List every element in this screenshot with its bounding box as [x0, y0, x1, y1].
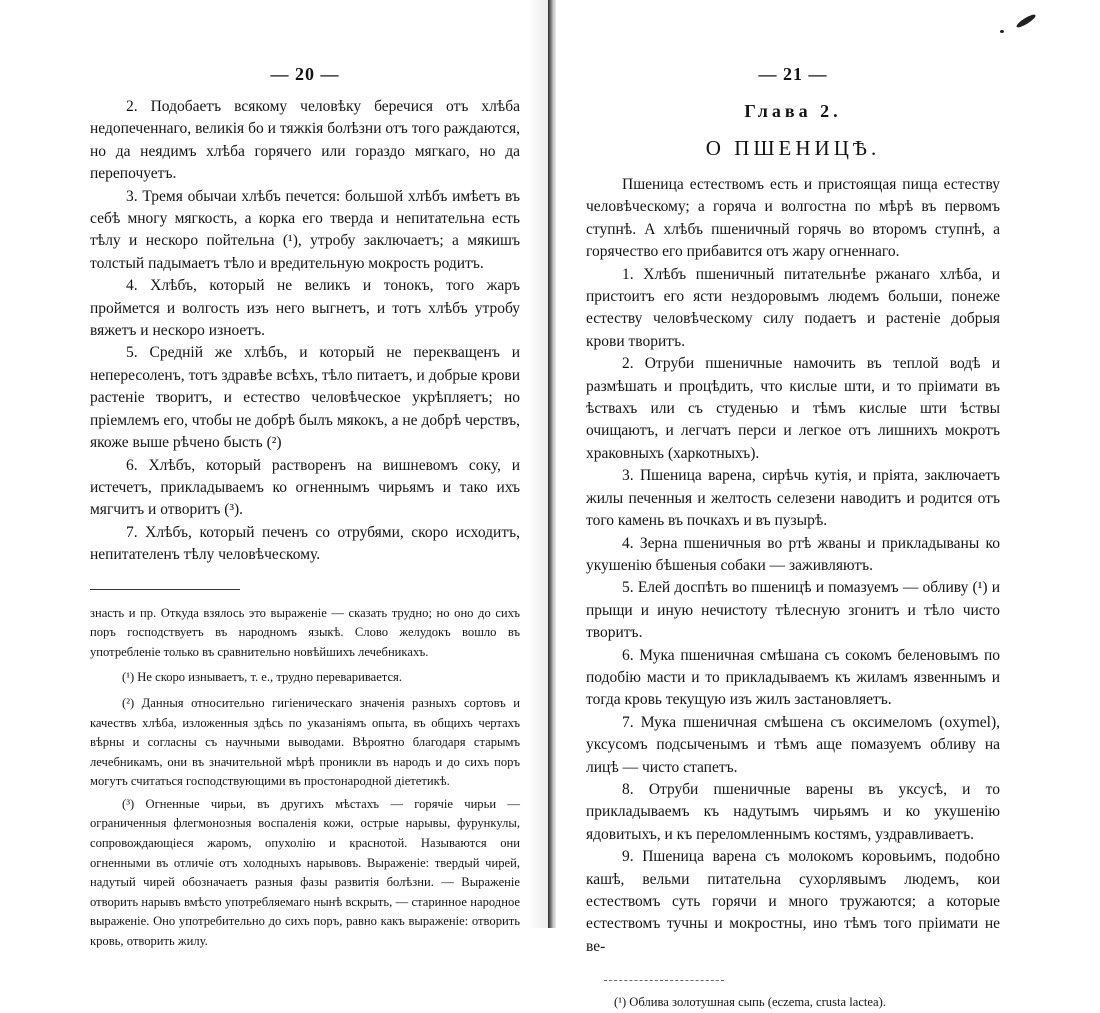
book-gutter — [548, 0, 556, 928]
right-body — [586, 174, 1000, 958]
page-number-left: — 20 — — [270, 64, 340, 84]
paragraph-left-4: 4. Хлѣбъ, который не великъ и тонокъ, того жаръ проймется и волгость изъ него выгнетъ, и тотъ хлѣбъ утробу вяжетъ и нескоро изноетъ. — [90, 277, 520, 340]
footnote-left-2: (²) Данныя относительно гигіеническаго значенія разныхъ сортовъ и качествъ хлѣба, изложенныя здѣсь по указаніямъ опыта, въ общихъ чертахъ вѣрны и согласны съ научными выводами. Вѣроятно благодаря старымъ лечебникамъ, они въ значительной мѣрѣ проникли въ народъ и до сихъ поръ могутъ считаться господствующими въ простонародной діететикѣ. — [90, 695, 520, 789]
left-page — [0, 0, 548, 949]
paragraph-left-5: 5. Средній же хлѣбъ, и который не перекващенъ и непересоленъ, тотъ здравѣе всѣхъ, тѣло питаетъ, и добрые крови растеніе творитъ, и естество человѣческое укрѣпляетъ; но пріемлемъ его, чтобы не добрѣ былъ мякокъ, а не добрѣ черствъ, якоже выше рѣчено бысть (²) — [90, 344, 520, 452]
paragraph-right-9: 9. Пшеница варена съ молокомъ коровьимъ, подобно кашѣ, вельми питательна сухорлявымъ людемъ, кои естествомъ суть горячи и много тружаются; а которые естествомъ тучны и мокростны, ино тѣмъ того пріимати не ве- — [586, 848, 1000, 955]
chapter-title: О ПШЕНИЦѢ. — [705, 136, 881, 160]
page-number-right: — 21 — — [758, 64, 828, 84]
ink-speck-mark — [1000, 30, 1004, 33]
footnote-left-3: (³) Огненные чирьи, въ другихъ мѣстахъ — горячіе чирьи — ограниченныя флегмонозныя воспаленія кожи, острые нарывы, фурункулы, сопровождающіеся жаромъ, опухолію и краснотой. Называются они огненными въ отличіе отъ холодныхъ нарывовъ. Выраженіе: твердый чирей, надутый чирей обозначаетъ разныя фазы развитія болѣзни. — Выраженіе отворить нарывъ вмѣсто употребляемаго нынѣ вскрыть, — старинное народное выраженіе. Оно употребительно до сихъ поръ, равно какъ выраженіе: отворить кровь, отворить жилу. — [90, 796, 520, 949]
chapter-heading: Глава 2. — [744, 101, 842, 121]
paragraph-right-intro: Пшеница естествомъ есть и пристоящая пища естеству человѣческому; а горяча и волгостна по мѣрѣ въ первомъ ступнѣ. А хлѣбъ пшеничный горячь во второмъ ступнѣ, а горячество его прибавится отъ жару огненнаго. — [586, 176, 1000, 261]
paragraph-left-2: 2. Подобаетъ всякому человѣку беречися отъ хлѣба недопеченнаго, великія бо и тяжкія болѣзни отъ того раждаются, но да неядимъ хлѣба горячего или гораздо мягкаго, но да перепочуетъ. — [90, 98, 520, 183]
left-body — [90, 96, 520, 567]
paragraph-right-3: 3. Пшеница варена, сирѣчь кутія, и пріята, заключаетъ жилы печенныя и желтость селезени наводитъ и родится отъ того камень въ почкахъ и въ пузырѣ. — [586, 467, 1000, 530]
paragraph-left-3: 3. Тремя обычаи хлѣбъ печется: большой хлѣбъ имѣетъ въ себѣ многу мягкость, а корка его тверда и непитательна есть тѣлу и нескоро пойтельна (¹), утробу заключаетъ; а мякишъ толстый падымаетъ тѣло и вредительную мокрость родитъ. — [90, 187, 520, 272]
paragraph-right-6: 6. Мука пшеничная смѣшана съ сокомъ беленовымъ по подобію масти и то прикладываемъ къ жиламъ язвеннымъ и тогда кровь текущую изъ жилъ застановляетъ. — [586, 646, 1000, 709]
footnote-rule-right — [604, 980, 724, 981]
footnote-rule-left — [90, 589, 240, 590]
footnotes-left — [90, 604, 520, 952]
paragraph-right-2: 2. Отруби пшеничные намочить въ теплой водѣ и размѣшать и процѣдить, что кислые шти, и то пріимати въ ѣствахъ или съ студенью и тѣмъ кислые шти ѣствы очищаютъ, и легчатъ перси и легкое отъ лишнихъ мокротъ храковныхъ (харкотныхъ). — [586, 355, 1000, 462]
paragraph-right-4: 4. Зерна пшеничныя во ртѣ жваны и прикладываны ко укушенію бѣшеныя собаки — заживляютъ. — [586, 534, 1000, 574]
footnote-right-1: (¹) Облива золотушная сыпь (eczema, crusta lactea). — [614, 995, 886, 1010]
footnotes-right — [586, 993, 1000, 1013]
paragraph-right-1: 1. Хлѣбъ пшеничный питательнѣе ржанаго хлѣба, и пристоитъ его ясти нездоровымъ людемъ больши, понеже естеству человѣческому силу подаетъ и растеніе добрыя крови творитъ. — [586, 265, 1000, 350]
paragraph-right-5: 5. Елей доспѣть во пшеницѣ и помазуемъ — обливу (¹) и прыщи и иную нечистоту тѣлесную згонитъ и тѣло чисто творитъ. — [586, 579, 1000, 642]
right-page — [556, 0, 1100, 1010]
paragraph-left-6: 6. Хлѣбъ, который растворенъ на вишневомъ соку, и истечетъ, прикладываемъ ко огненнымъ чирьямъ и тако ихъ мягчитъ и отворитъ (³). — [90, 456, 520, 519]
paragraph-left-7: 7. Хлѣбъ, который печенъ со отрубями, скоро исходитъ, непитателенъ тѣлу человѣческому. — [90, 523, 520, 564]
paragraph-right-7: 7. Мука пшеничная смѣшена съ оксимеломъ (oxymel), уксусомъ подсыченымъ и тѣмъ аще помазуемъ обливу на лицѣ — чисто стапетъ. — [586, 713, 1000, 776]
paragraph-right-8: 8. Отруби пшеничные варены въ уксусѣ, и то прикладываемъ къ надутымъ чирьямъ и ко укушенію ядовитыхъ, и къ переломленнымъ костямъ, уздравливаетъ. — [586, 780, 1000, 843]
footnote-left-1: (¹) Не скоро изнываетъ, т. е., трудно переваривается. — [122, 670, 402, 685]
footnote-left-continued: знасть и пр. Откуда взялось это выраженіе — сказать трудно; но оно до сихъ поръ господствуетъ въ народномъ языкѣ. Слово желудокъ вошло въ употребленіе только въ сравнительно новѣйшихъ лечебникахъ. — [90, 605, 520, 659]
